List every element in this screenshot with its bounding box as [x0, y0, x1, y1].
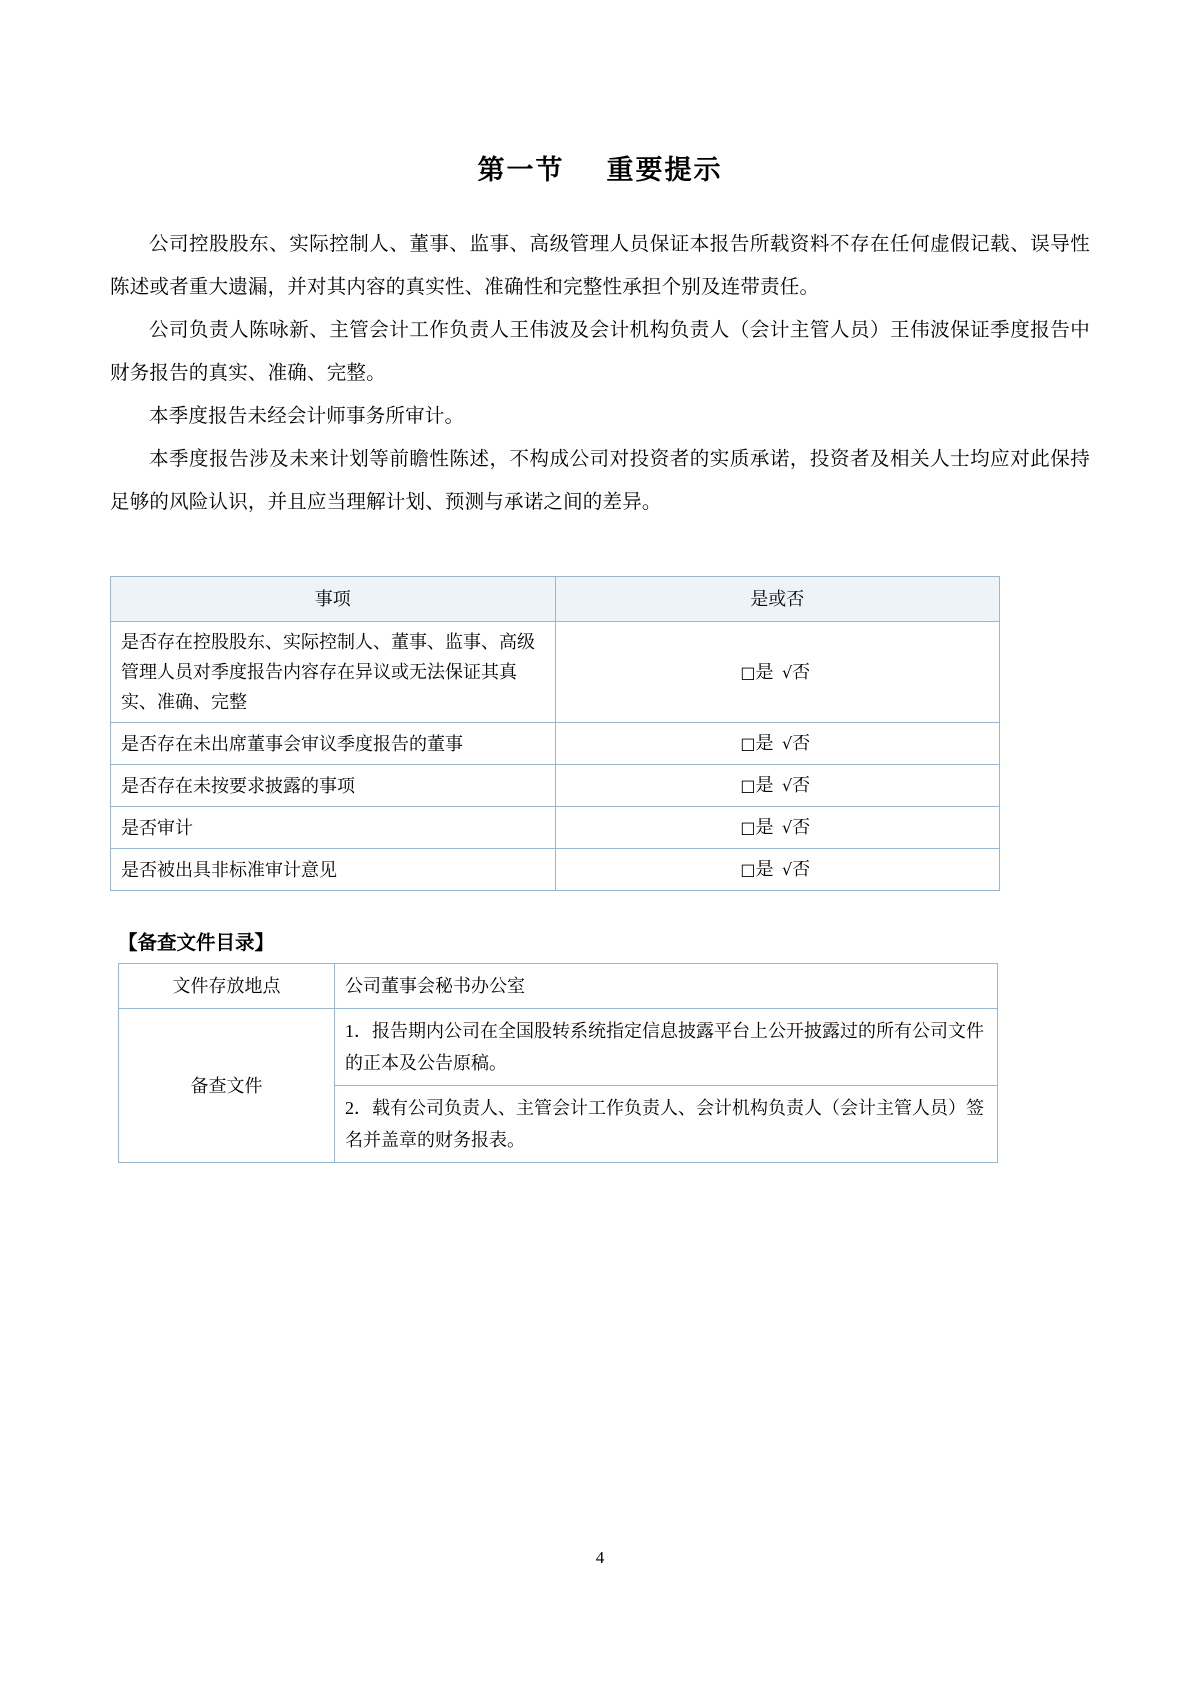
- column-header-item: 事项: [111, 577, 556, 622]
- check-mark-icon: √: [781, 734, 793, 753]
- checkbox-empty-icon: □: [740, 860, 756, 879]
- column-header-answer: 是或否: [555, 577, 1000, 622]
- yes-label: 是: [755, 817, 774, 837]
- table-row: [111, 849, 1000, 891]
- no-label: 否: [792, 661, 811, 682]
- yes-label: 是: [755, 859, 774, 879]
- checkbox-empty-icon: □: [740, 734, 756, 753]
- storage-location-value: 公司董事会秘书办公室: [335, 964, 998, 1009]
- checkbox-yes[interactable]: [740, 657, 773, 688]
- table-row: [111, 807, 1000, 849]
- matter-answer: [555, 849, 1000, 891]
- matter-item: 是否被出具非标准审计意见: [111, 849, 556, 891]
- paragraph-4: 本季度报告涉及未来计划等前瞻性陈述，不构成公司对投资者的实质承诺，投资者及相关人士均应对此保持足够的风险认识，并且应当理解计划、预测与承诺之间的差异。: [110, 449, 1090, 513]
- matter-answer: [555, 622, 1000, 723]
- no-label: 否: [792, 733, 811, 753]
- paragraph-2: 公司负责人陈咏新、主管会计工作负责人王伟波及会计机构负责人（会计主管人员）王伟波保证季度报告中财务报告的真实、准确、完整。: [110, 320, 1090, 384]
- no-label: 否: [792, 775, 811, 795]
- page-content: [110, 0, 1090, 1163]
- matter-answer: [555, 765, 1000, 807]
- checkbox-no[interactable]: [782, 728, 810, 759]
- section-title: 重要提示: [606, 155, 723, 185]
- paragraph-3: 本季度报告未经会计师事务所审计。: [149, 406, 465, 427]
- checkbox-no[interactable]: [782, 854, 810, 885]
- matter-answer: [555, 807, 1000, 849]
- yes-label: 是: [755, 733, 774, 753]
- table-row: [119, 1009, 998, 1086]
- matter-answer: [555, 723, 1000, 765]
- checkbox-empty-icon: □: [740, 776, 756, 795]
- no-label: 否: [792, 859, 811, 879]
- check-mark-icon: √: [781, 662, 793, 682]
- intro-paragraphs: [110, 223, 1090, 524]
- storage-location-label: 文件存放地点: [119, 964, 335, 1009]
- checkbox-yes[interactable]: [740, 728, 773, 759]
- table-row: [111, 723, 1000, 765]
- matter-item: 是否存在控股股东、实际控制人、董事、监事、高级管理人员对季度报告内容存在异议或无法保证其真实、准确、完整: [111, 622, 556, 723]
- check-mark-icon: √: [781, 818, 793, 837]
- checkbox-empty-icon: □: [740, 662, 756, 682]
- check-mark-icon: √: [781, 860, 793, 879]
- documents-label: 备查文件: [119, 1009, 335, 1163]
- checkbox-no[interactable]: [782, 812, 810, 843]
- reference-documents-table: [118, 963, 998, 1163]
- matter-item: 是否审计: [111, 807, 556, 849]
- paragraph-1: 公司控股股东、实际控制人、董事、监事、高级管理人员保证本报告所载资料不存在任何虚假记载、误导性陈述或者重大遗漏，并对其内容的真实性、准确性和完整性承担个别及连带责任。: [110, 234, 1090, 298]
- matter-item: 是否存在未按要求披露的事项: [111, 765, 556, 807]
- checkbox-no[interactable]: [782, 770, 810, 801]
- document-item-1: 1．报告期内公司在全国股转系统指定信息披露平台上公开披露过的所有公司文件的正本及公告原稿。: [335, 1009, 998, 1086]
- checkbox-no[interactable]: [782, 657, 810, 688]
- section-number: 第一节: [477, 155, 565, 185]
- checkbox-empty-icon: □: [740, 818, 756, 837]
- table-header-row: [111, 577, 1000, 622]
- page-title: [110, 148, 1090, 187]
- document-item-2: 2．载有公司负责人、主管会计工作负责人、会计机构负责人（会计主管人员）签名并盖章的财务报表。: [335, 1086, 998, 1163]
- page-number: 4: [595, 1548, 605, 1567]
- matter-item: 是否存在未出席董事会审议季度报告的董事: [111, 723, 556, 765]
- table-row: [111, 622, 1000, 723]
- table-row: [119, 964, 998, 1009]
- checkbox-yes[interactable]: [740, 854, 773, 885]
- yes-label: 是: [755, 661, 774, 682]
- matters-table: [110, 576, 1000, 891]
- reference-documents-heading: 【备查文件目录】: [118, 932, 275, 954]
- table-row: [111, 765, 1000, 807]
- no-label: 否: [792, 817, 811, 837]
- checkbox-yes[interactable]: [740, 770, 773, 801]
- checkbox-yes[interactable]: [740, 812, 773, 843]
- yes-label: 是: [755, 775, 774, 795]
- check-mark-icon: √: [781, 776, 793, 795]
